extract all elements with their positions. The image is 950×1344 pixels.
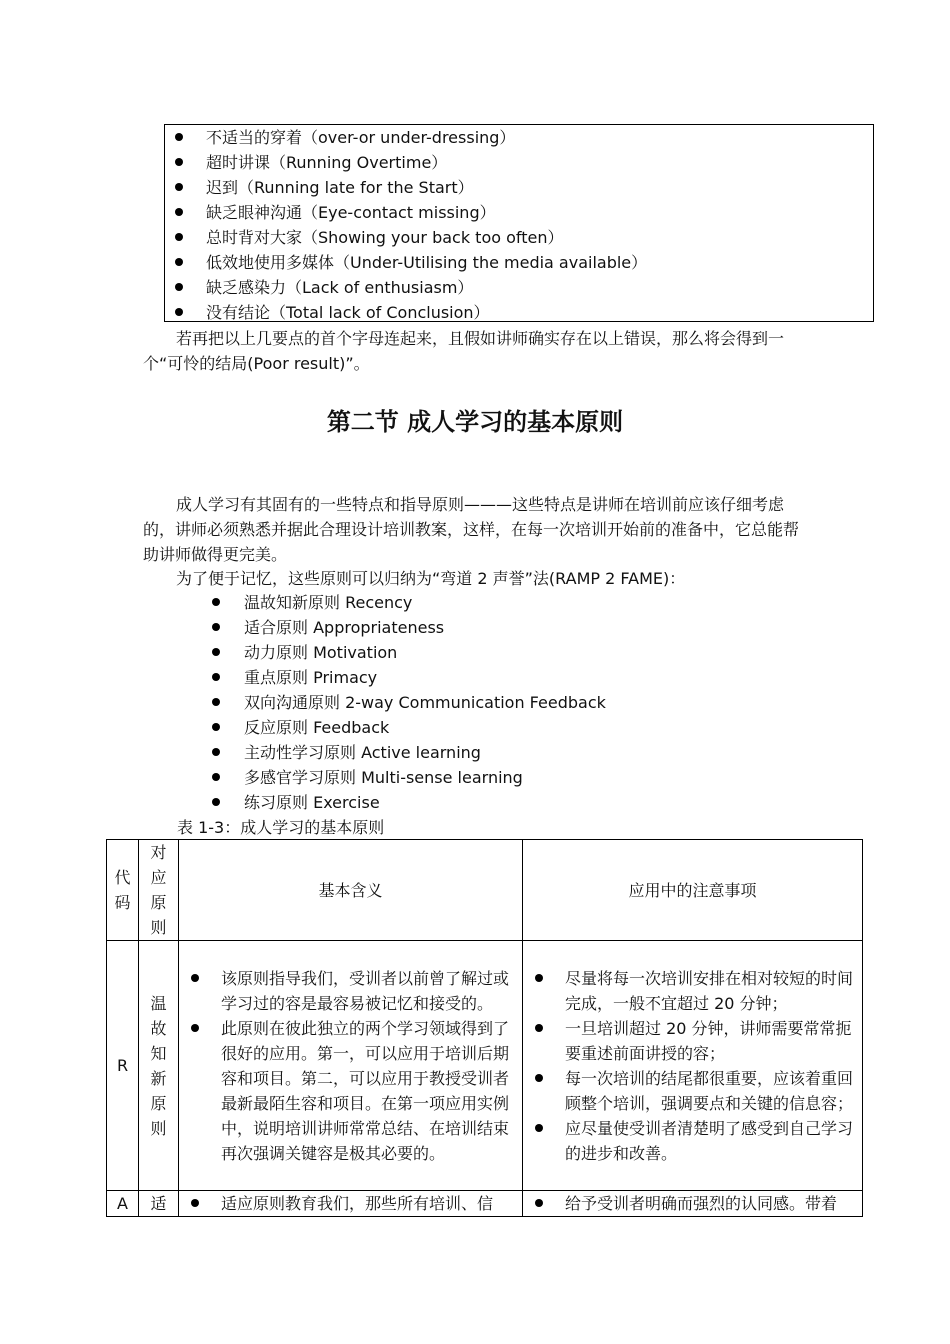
bullet-icon: [191, 974, 199, 982]
list-item: 适应原则教育我们，那些所有培训、信: [179, 1191, 522, 1216]
bullet-icon: [212, 648, 220, 656]
list-item: 温故知新原则 Recency: [210, 590, 606, 615]
bullet-icon: [212, 773, 220, 781]
list-item: 迟到（Running late for the Start）: [165, 175, 873, 200]
principles-table: [106, 839, 863, 1217]
bullet-icon: [535, 1199, 543, 1207]
row-code: A: [107, 1191, 139, 1217]
bullet-icon: [535, 1074, 543, 1082]
row-meaning: [179, 1191, 523, 1217]
row-principle: 温故知新原则: [139, 941, 179, 1191]
row-notes: [523, 1191, 863, 1217]
table-row: [107, 941, 863, 1191]
bullet-icon: [175, 233, 183, 241]
list-item: 一旦培训超过 20 分钟，讲师需要常常扼要重述前面讲授的容；: [523, 1016, 862, 1066]
bullet-icon: [212, 748, 220, 756]
bullet-icon: [535, 1124, 543, 1132]
bullet-icon: [535, 1024, 543, 1032]
list-item: 尽量将每一次培训安排在相对较短的时间完成，一般不宜超过 20 分钟；: [523, 966, 862, 1016]
list-item: 超时讲课（Running Overtime）: [165, 150, 873, 175]
list-item: 双向沟通原则 2-way Communication Feedback: [210, 690, 606, 715]
bullet-icon: [175, 183, 183, 191]
bullet-icon: [212, 798, 220, 806]
list-item: 动力原则 Motivation: [210, 640, 606, 665]
bullet-icon: [212, 723, 220, 731]
paragraph-poor-result: 若再把以上几要点的首个字母连起来，且假如讲师确实存在以上错误，那么将会得到一个“可怜的结局(Poor result)”。: [143, 329, 785, 373]
list-item: 每一次培训的结尾都很重要，应该着重回顾整个培训，强调要点和关键的信息容；: [523, 1066, 862, 1116]
list-item: 总时背对大家（Showing your back too often）: [165, 225, 873, 250]
list-item: 给予受训者明确而强烈的认同感。带着: [523, 1191, 862, 1216]
mistakes-list: [165, 125, 873, 325]
list-item: 反应原则 Feedback: [210, 715, 606, 740]
bullet-icon: [535, 974, 543, 982]
principles-list: [210, 590, 606, 815]
list-item: 没有结论（Total lack of Conclusion）: [165, 300, 873, 325]
section-title: 第二节 成人学习的基本原则: [326, 408, 624, 436]
list-item: 练习原则 Exercise: [210, 790, 606, 815]
list-item: 多感官学习原则 Multi-sense learning: [210, 765, 606, 790]
bullet-icon: [191, 1199, 199, 1207]
list-item: 低效地使用多媒体（Under-Utilising the media available）: [165, 250, 873, 275]
bullet-icon: [212, 698, 220, 706]
bullet-icon: [212, 623, 220, 631]
table-header-row: [107, 840, 863, 941]
list-item: 此原则在彼此独立的两个学习领域得到了很好的应用。第一，可以应用于培训后期容和项目。第二，可以应用于教授受训者最新最陌生容和项目。在第一项应用实例中，说明培训讲师常常总结、在培训结束再次强调关键容是极其必要的。: [179, 1016, 522, 1166]
header-principle: 对应原则: [139, 840, 179, 941]
bullet-icon: [175, 308, 183, 316]
list-item: 重点原则 Primacy: [210, 665, 606, 690]
row-principle: 适: [139, 1191, 179, 1217]
header-meaning: 基本含义: [179, 840, 523, 941]
paragraph-intro: 成人学习有其固有的一些特点和指导原则———这些特点是讲师在培训前应该仔细考虑的，讲师必须熟悉并据此合理设计培训教案，这样，在每一次培训开始前的准备中，它总能帮助讲师做得更完美。: [143, 495, 800, 564]
list-item: 该原则指导我们，受训者以前曾了解过或学习过的容是最容易被记忆和接受的。: [179, 966, 522, 1016]
bullet-icon: [212, 598, 220, 606]
header-notes: 应用中的注意事项: [523, 840, 863, 941]
bullet-icon: [175, 283, 183, 291]
list-item: 缺乏眼神沟通（Eye-contact missing）: [165, 200, 873, 225]
paragraph-ramp: 为了便于记忆，这些原则可以归纳为“弯道 2 声誉”法(RAMP 2 FAME)：: [176, 569, 686, 588]
table-caption: 表 1-3：成人学习的基本原则: [177, 818, 385, 837]
bullet-icon: [175, 258, 183, 266]
row-meaning: [179, 941, 523, 1191]
bullet-icon: [212, 673, 220, 681]
mistakes-box: [164, 124, 874, 322]
table-row: [107, 1191, 863, 1217]
header-code: 代码: [107, 840, 139, 941]
row-notes: [523, 941, 863, 1191]
bullet-icon: [175, 208, 183, 216]
list-item: 不适当的穿着（over-or under-dressing）: [165, 125, 873, 150]
bullet-icon: [191, 1024, 199, 1032]
list-item: 适合原则 Appropriateness: [210, 615, 606, 640]
bullet-icon: [175, 133, 183, 141]
bullet-icon: [175, 158, 183, 166]
row-code: R: [107, 941, 139, 1191]
list-item: 主动性学习原则 Active learning: [210, 740, 606, 765]
list-item: 应尽量使受训者清楚明了感受到自己学习的进步和改善。: [523, 1116, 862, 1166]
list-item: 缺乏感染力（Lack of enthusiasm）: [165, 275, 873, 300]
